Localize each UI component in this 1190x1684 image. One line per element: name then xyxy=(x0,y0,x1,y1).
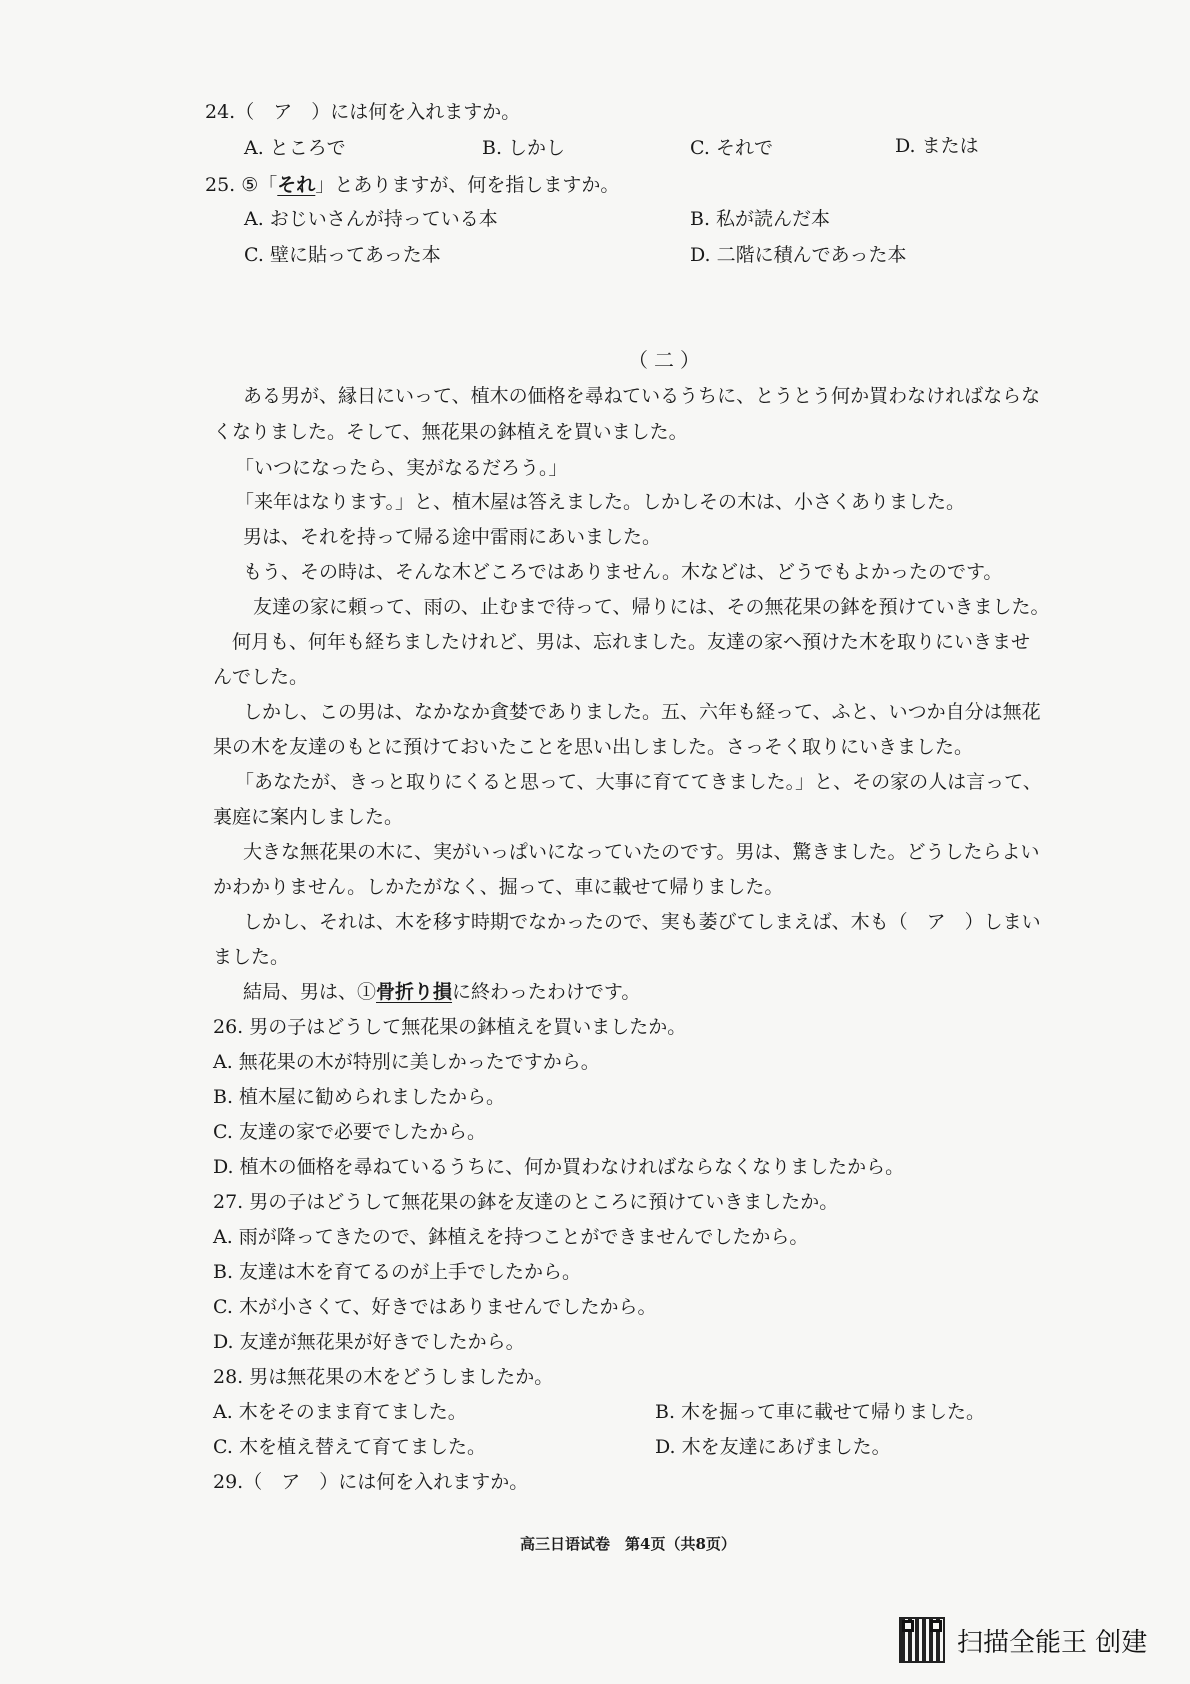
q24-option-d: D. または xyxy=(895,135,979,157)
q28-option-c: C. 木を植え替えて育てました。 xyxy=(213,1436,486,1458)
passage-line: かわかりません。しかたがなく、掘って、車に載せて帰りました。 xyxy=(213,876,784,898)
q26-option-a: A. 無花果の木が特別に美しかったですから。 xyxy=(213,1051,600,1073)
last-line-pre: 結局、男は、① xyxy=(243,981,377,1003)
q25-option-c: C. 壁に貼ってあった本 xyxy=(244,244,441,266)
watermark-text: 扫描全能王 创建 xyxy=(957,1627,1148,1658)
passage-line: 友達の家に頼って、雨の、止むまで待って、帰りには、その無花果の鉢を預けていきました。 xyxy=(253,596,1050,618)
q29-stem: 29.（ ア ）には何を入れますか。 xyxy=(213,1471,529,1493)
q27-option-d: D. 友達が無花果が好きでしたから。 xyxy=(213,1331,525,1353)
q25-num: 25. ⑤「 xyxy=(205,174,278,196)
last-line-ref: 骨折り損 xyxy=(376,981,453,1003)
q26-option-c: C. 友達の家で必要でしたから。 xyxy=(213,1121,486,1143)
passage-line: くなりました。そして、無花果の鉢植えを買いました。 xyxy=(213,421,688,443)
passage-line: 男は、それを持って帰る途中雷雨にあいました。 xyxy=(243,526,662,548)
q28-option-a: A. 木をそのまま育てました。 xyxy=(213,1401,467,1423)
q27-option-a: A. 雨が降ってきたので、鉢植えを持つことができませんでしたから。 xyxy=(213,1226,809,1248)
scanner-watermark xyxy=(899,1617,1147,1663)
passage-line: んでした。 xyxy=(213,666,309,688)
q25-option-d: D. 二階に積んであった本 xyxy=(690,244,907,266)
q27-option-c: C. 木が小さくて、好きではありませんでしたから。 xyxy=(213,1296,657,1318)
q27-stem: 27. 男の子はどうして無花果の鉢を友達のところに預けていきましたか。 xyxy=(213,1191,839,1213)
page-footer: 高三日语试卷 第4页（共8页） xyxy=(520,1535,736,1553)
passage-line: もう、その時は、そんな木どころではありません。木などは、どうでもよかったのです。 xyxy=(243,561,1003,583)
q24-option-c: C. それで xyxy=(690,137,773,159)
passage-line: ある男が、縁日にいって、植木の価格を尋ねているうちに、とうとう何か買わなければならな xyxy=(243,385,1041,407)
q24-option-a: A. ところで xyxy=(244,137,346,159)
passage-line: ました。 xyxy=(213,946,290,968)
qr-code-icon xyxy=(899,1617,945,1663)
q28-option-d: D. 木を友達にあげました。 xyxy=(655,1436,891,1458)
q25-option-a: A. おじいさんが持っている本 xyxy=(244,208,498,230)
passage-last-line xyxy=(243,980,640,1004)
passage-line: 「来年はなります。」と、植木屋は答えました。しかしその木は、小さくありました。 xyxy=(235,491,965,513)
q28-option-b: B. 木を掘って車に載せて帰りました。 xyxy=(655,1401,986,1423)
q26-option-d: D. 植木の価格を尋ねているうちに、何か買わなければならなくなりましたから。 xyxy=(213,1156,905,1178)
q27-option-b: B. 友達は木を育てるのが上手でしたから。 xyxy=(213,1261,582,1283)
passage-line: しかし、この男は、なかなか貪婪でありました。五、六年も経って、ふと、いつか自分は無花 xyxy=(243,701,1041,723)
q26-option-b: B. 植木屋に勧められましたから。 xyxy=(213,1086,506,1108)
q25-stem xyxy=(205,173,619,197)
q25-ref-word: それ xyxy=(277,174,316,196)
section-title: （二） xyxy=(628,348,706,372)
passage-line: 「いつになったら、実がなるだろう。」 xyxy=(235,457,568,479)
passage-line: 裏庭に案内しました。 xyxy=(213,806,404,828)
passage-line: 「あなたが、きっと取りにくると思って、大事に育ててきました。」と、その家の人は言って、 xyxy=(235,771,1042,793)
last-line-post: に終わったわけです。 xyxy=(452,981,641,1003)
passage-line: 大きな無花果の木に、実がいっぱいになっていたのです。男は、驚きました。どうしたらよい xyxy=(243,841,1040,863)
passage-line: 何月も、何年も経ちましたけれど、男は、忘れました。友達の家へ預けた木を取りにいきませ xyxy=(232,631,1031,653)
passage-line: 果の木を友達のもとに預けておいたことを思い出しました。さっそく取りにいきました。 xyxy=(213,736,974,758)
q25-option-b: B. 私が読んだ本 xyxy=(690,208,831,230)
q26-stem: 26. 男の子はどうして無花果の鉢植えを買いましたか。 xyxy=(213,1016,687,1038)
q25-rest: 」とありますが、何を指しますか。 xyxy=(315,174,620,196)
q24-stem: 24.（ ア ）には何を入れますか。 xyxy=(205,101,521,123)
q28-stem: 28. 男は無花果の木をどうしましたか。 xyxy=(213,1366,554,1388)
passage-line: しかし、それは、木を移す時期でなかったので、実も萎びてしまえば、木も（ ア ）しまい xyxy=(243,911,1041,933)
q24-option-b: B. しかし xyxy=(482,137,566,159)
